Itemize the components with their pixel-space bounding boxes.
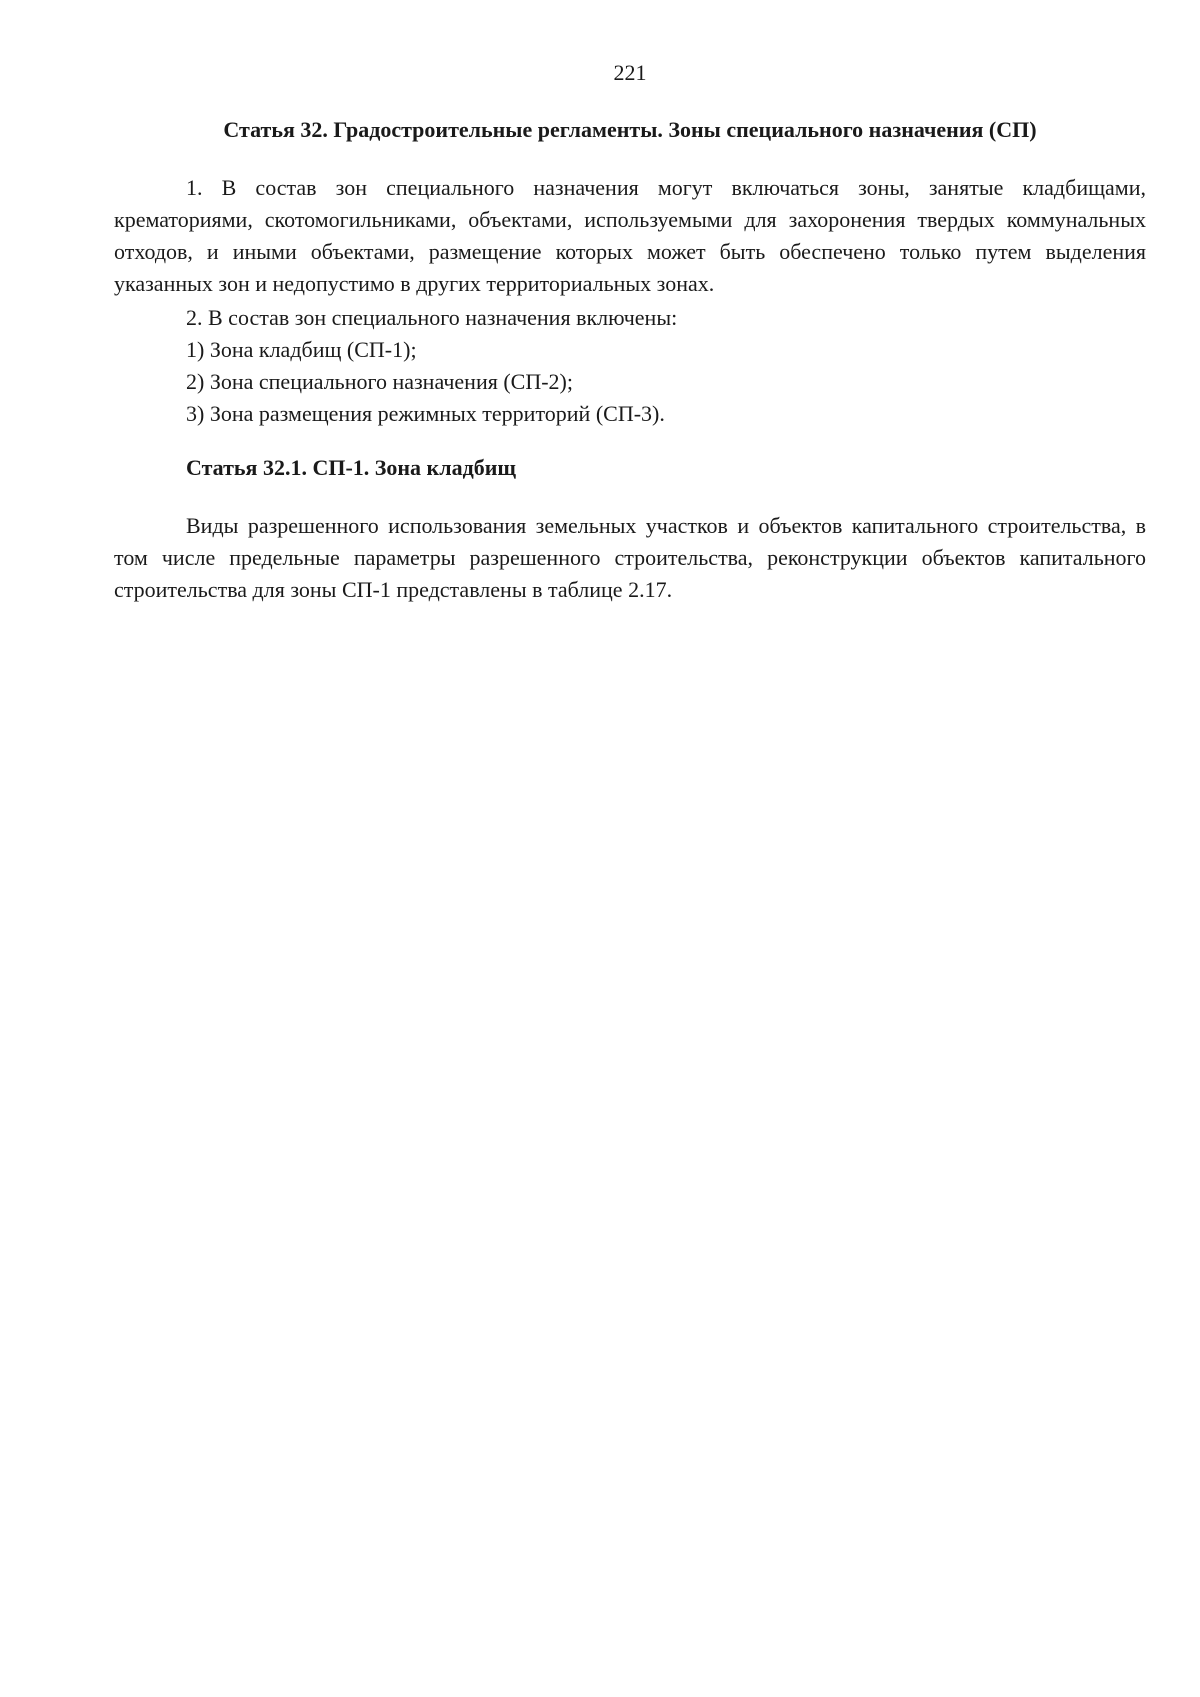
- zone-list-item: 2) Зона специального назначения (СП-2);: [186, 369, 573, 394]
- article-32-paragraph-2: 2. В состав зон специального назначения включены:: [186, 305, 678, 330]
- article-32-1-title: Статья 32.1. СП-1. Зона кладбищ: [186, 455, 516, 480]
- article-32-title: Статья 32. Градостроительные регламенты. Зоны специального назначения (СП): [223, 117, 1037, 142]
- article-32-1-paragraph: Виды разрешенного использования земельных участков и объектов капитального строительства, в том числе предельные параметры разрешенного строительства, реконструкции объектов капитального строительства для зоны СП-1 представлены в таблице 2.17.: [114, 513, 1146, 602]
- zone-list-item: 1) Зона кладбищ (СП-1);: [186, 337, 417, 362]
- article-32-paragraph-1: 1. В состав зон специального назначения могут включаться зоны, занятые кладбищами, крематориями, скотомогильниками, объектами, используемыми для захоронения твердых коммунальных отходов, и иными объектами, размещение которых может быть обеспечено только путем выделения указанных зон и недопустимо в других территориальных зонах.: [114, 175, 1146, 296]
- zone-list-item: 3) Зона размещения режимных территорий (СП-3).: [186, 401, 665, 426]
- page-number: 221: [613, 60, 647, 85]
